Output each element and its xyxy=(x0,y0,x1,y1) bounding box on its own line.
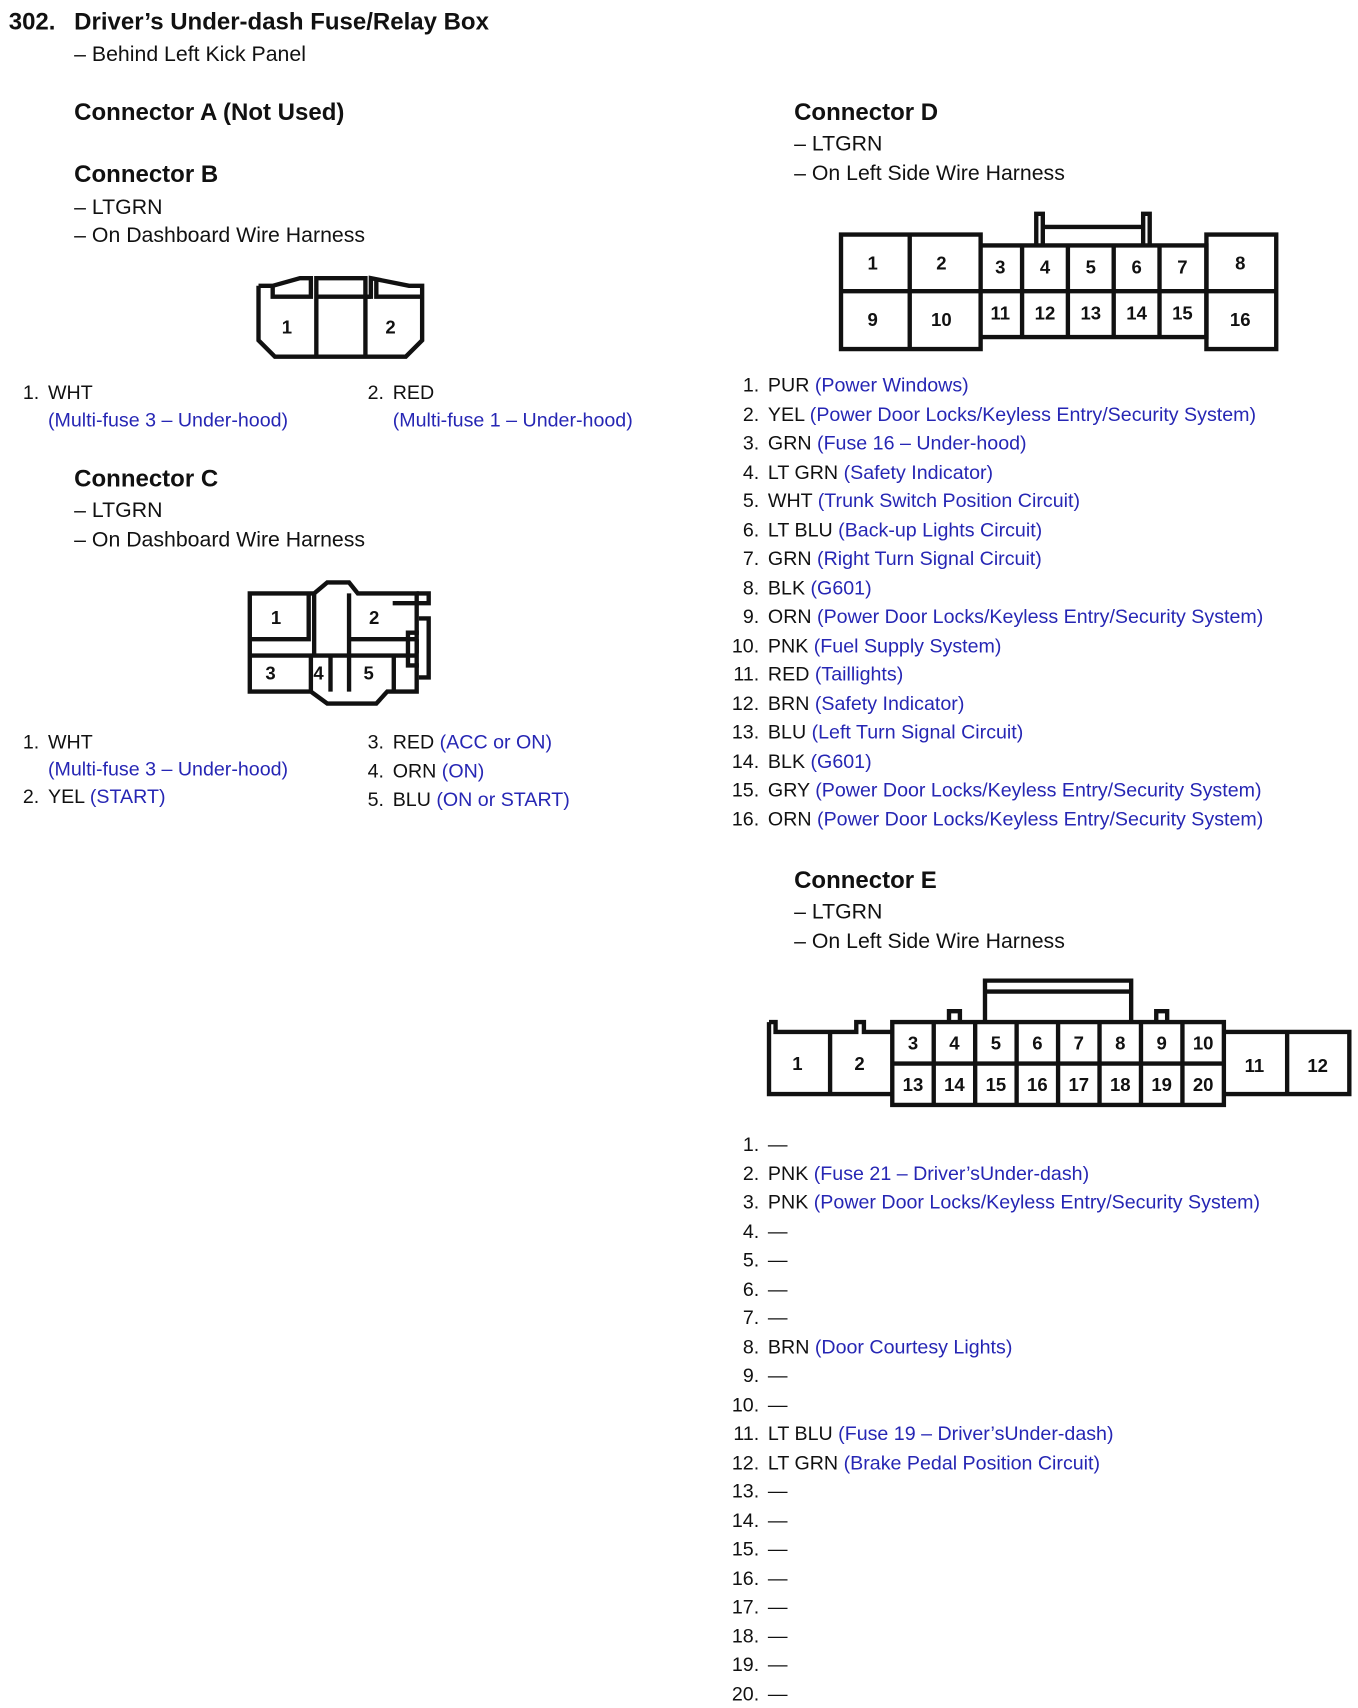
connector-d-diagram xyxy=(841,214,1276,349)
connector-c-color: – LTGRN xyxy=(74,498,163,523)
connector-e-pin-19-label: 19 xyxy=(1151,1073,1173,1095)
pin-number: 19. xyxy=(731,1653,760,1676)
pin-number: 7. xyxy=(742,547,760,570)
connector-b-color: – LTGRN xyxy=(74,195,163,220)
wire-color: — xyxy=(767,1480,788,1503)
pin-number: 8. xyxy=(742,1335,760,1358)
wire-color: LT BLU xyxy=(767,1422,833,1445)
pin-number: 9. xyxy=(742,1364,760,1387)
pin-number: 7. xyxy=(742,1306,760,1329)
wire-color: LT GRN xyxy=(767,460,839,483)
wire-color: BLK xyxy=(767,576,806,599)
wire-color: — xyxy=(767,1133,788,1156)
wire-color: BRN xyxy=(767,692,810,714)
connector-e-pin-1-label: 1 xyxy=(792,1053,803,1075)
connector-d-pin-7-label: 7 xyxy=(1177,256,1188,278)
pin-number: 12. xyxy=(731,1451,760,1474)
connector-d-pin-1-label: 1 xyxy=(867,252,878,274)
wire-color: RED xyxy=(392,381,435,404)
pin-number: 11. xyxy=(733,663,760,686)
connector-d-pin-6-label: 6 xyxy=(1131,256,1142,278)
circuit-description: (Power Door Locks/Keyless Entry/Security System) xyxy=(809,403,1257,425)
pin-number: 5. xyxy=(742,489,760,512)
wire-color: BLK xyxy=(767,749,806,772)
connector-e-pin-20-label: 20 xyxy=(1192,1073,1214,1095)
connector-e-pin-14-label: 14 xyxy=(944,1073,965,1095)
wire-color: LT BLU xyxy=(767,518,833,541)
connector-d-pin-16-label: 16 xyxy=(1229,309,1251,331)
pin-number: 1. xyxy=(742,1133,760,1156)
wire-color: RED xyxy=(392,730,435,753)
wire-color: — xyxy=(767,1595,788,1618)
connector-e-pin-10-label: 10 xyxy=(1192,1032,1214,1054)
connector-e-pin-6-label: 6 xyxy=(1032,1032,1043,1054)
connector-e-pin-12-label: 12 xyxy=(1307,1055,1328,1077)
pin-number: 17. xyxy=(731,1595,760,1618)
wire-color: BRN xyxy=(767,1335,810,1358)
wire-color: BLU xyxy=(392,788,431,811)
wire-color: BLU xyxy=(767,721,807,743)
wire-color: WHT xyxy=(47,730,93,753)
pin-number: 4. xyxy=(742,460,760,483)
connector-e-pin-13-label: 13 xyxy=(902,1073,924,1095)
location-text: – Behind Left Kick Panel xyxy=(74,42,306,67)
connector-e-pin-15-label: 15 xyxy=(985,1073,1007,1095)
pin-number: 18. xyxy=(731,1624,760,1647)
connector-d-pin-3-label: 3 xyxy=(995,256,1006,278)
wire-color: — xyxy=(767,1277,788,1300)
pin-number: 1. xyxy=(742,374,760,396)
pin-number: 11. xyxy=(733,1422,760,1445)
connector-c-pin-2-label: 2 xyxy=(368,606,380,628)
pin-number: 15. xyxy=(731,778,760,801)
pin-number: 9. xyxy=(742,605,760,628)
wire-color: — xyxy=(767,1566,788,1589)
connector-d-pin-8-label: 8 xyxy=(1235,252,1246,274)
pin-number: 1. xyxy=(22,730,40,753)
pin-number: 5. xyxy=(742,1248,760,1271)
pin-number: 20. xyxy=(731,1682,760,1705)
circuit-description: (Door Courtesy Lights) xyxy=(814,1335,1013,1358)
pin-number: 5. xyxy=(367,788,384,811)
wire-color: PNK xyxy=(767,1162,809,1185)
connector-c-pin-5-label: 5 xyxy=(363,662,374,684)
connector-e-diagram xyxy=(769,981,1349,1105)
connector-e-pin-16-label: 16 xyxy=(1027,1073,1048,1095)
pin-number: 15. xyxy=(731,1538,760,1560)
wire-color: — xyxy=(767,1624,788,1647)
pin-number: 4. xyxy=(367,760,384,783)
connector-c-title: Connector C xyxy=(74,464,219,492)
circuit-description: (Back-up Lights Circuit) xyxy=(838,518,1043,541)
connector-d-pin-2-label: 2 xyxy=(936,252,947,274)
wire-color: PNK xyxy=(767,634,809,657)
circuit-description: (Power Door Locks/Keyless Entry/Security System) xyxy=(815,778,1262,801)
circuit-description: (Safety Indicator) xyxy=(843,460,994,483)
page-title: Driver’s Under-dash Fuse/Relay Box xyxy=(74,7,489,35)
connector-d-pin-9-label: 9 xyxy=(867,309,878,331)
section-number: 302. xyxy=(8,7,56,35)
connector-e-pin-5-label: 5 xyxy=(990,1032,1002,1054)
circuit-description: (ON or START) xyxy=(436,788,570,811)
wire-color: LT GRN xyxy=(767,1451,839,1474)
wire-color: WHT xyxy=(47,381,93,404)
connector-d-pin-10-label: 10 xyxy=(931,309,952,331)
wire-color: GRN xyxy=(767,547,812,570)
pin-number: 12. xyxy=(731,692,760,714)
connector-d-pin-12-label: 12 xyxy=(1034,302,1056,324)
pin-number: 6. xyxy=(742,1277,760,1300)
connector-e-pin-3-label: 3 xyxy=(907,1032,919,1054)
circuit-description: (Multi-fuse 3 – Under-hood) xyxy=(47,408,289,431)
connector-d-pin-14-label: 14 xyxy=(1126,302,1147,324)
connector-b-title: Connector B xyxy=(74,160,219,188)
wire-color: — xyxy=(767,1682,788,1705)
connector-e-color: – LTGRN xyxy=(794,899,883,924)
connector-e-pin-2-label: 2 xyxy=(854,1053,865,1075)
circuit-description: (Fuse 21 – Driver’sUnder-dash) xyxy=(813,1162,1090,1185)
circuit-description: (Left Turn Signal Circuit) xyxy=(811,721,1024,743)
pin-number: 2. xyxy=(742,1162,760,1185)
circuit-description: (Multi-fuse 1 – Under-hood) xyxy=(392,408,633,431)
circuit-description: (Power Windows) xyxy=(814,374,969,396)
connector-b-location: – On Dashboard Wire Harness xyxy=(74,223,366,248)
circuit-description: (Brake Pedal Position Circuit) xyxy=(843,1451,1101,1474)
wire-color: YEL xyxy=(47,785,85,808)
circuit-description: (Power Door Locks/Keyless Entry/Security System) xyxy=(817,807,1264,830)
pin-number: 10. xyxy=(731,634,760,657)
circuit-description: (Multi-fuse 3 – Under-hood) xyxy=(47,757,289,780)
circuit-description: (Power Door Locks/Keyless Entry/Security System) xyxy=(817,605,1264,628)
connector-d-color: – LTGRN xyxy=(794,131,883,156)
connector-c-pin-3-label: 3 xyxy=(265,662,276,684)
pin-number: 3. xyxy=(742,431,760,454)
connector-e-title: Connector E xyxy=(794,866,937,894)
circuit-description: (Right Turn Signal Circuit) xyxy=(817,547,1042,570)
wire-color: RED xyxy=(767,663,810,686)
circuit-description: (G601) xyxy=(810,749,872,772)
connector-b-pin-2-label: 2 xyxy=(385,316,396,338)
connector-e-pin-7-label: 7 xyxy=(1073,1032,1084,1054)
wire-color: WHT xyxy=(767,489,813,512)
circuit-description: (Fuel Supply System) xyxy=(813,634,1002,657)
wire-color: GRN xyxy=(767,431,812,454)
connector-c-pin-1-label: 1 xyxy=(270,606,282,628)
circuit-description: (Fuse 16 – Under-hood) xyxy=(817,431,1027,454)
pin-number: 8. xyxy=(742,576,760,599)
connector-d-pin-11-label: 11 xyxy=(990,302,1011,324)
wire-color: ORN xyxy=(767,605,812,628)
wire-color: YEL xyxy=(767,403,805,425)
circuit-description: (Trunk Switch Position Circuit) xyxy=(817,489,1080,512)
circuit-description: (ACC or ON) xyxy=(439,730,552,753)
connector-d-pin-4-label: 4 xyxy=(1039,256,1051,278)
wire-color: — xyxy=(767,1393,788,1416)
pin-number: 3. xyxy=(742,1191,760,1213)
pin-number: 2. xyxy=(22,785,40,808)
wire-color: PUR xyxy=(767,374,810,396)
wire-color: — xyxy=(767,1509,788,1531)
wire-color: ORN xyxy=(767,807,812,830)
pin-number: 14. xyxy=(731,749,760,772)
connector-d-pin-15-label: 15 xyxy=(1172,302,1193,324)
pin-number: 13. xyxy=(731,721,760,743)
connector-c-diagram xyxy=(250,582,429,703)
circuit-description: (G601) xyxy=(810,576,872,599)
wire-color: — xyxy=(767,1220,788,1242)
pin-number: 2. xyxy=(742,403,760,425)
pin-number: 4. xyxy=(742,1220,760,1242)
connector-e-pin-11-label: 11 xyxy=(1244,1055,1265,1077)
circuit-description: (ON) xyxy=(441,760,485,783)
wire-color: GRY xyxy=(767,778,810,801)
circuit-description: (Taillights) xyxy=(814,663,904,686)
pin-number: 14. xyxy=(731,1509,760,1531)
connector-d-title: Connector D xyxy=(794,98,939,126)
circuit-description: (Fuse 19 – Driver’sUnder-dash) xyxy=(838,1422,1114,1445)
pin-number: 16. xyxy=(731,1566,760,1589)
wire-color: — xyxy=(767,1248,788,1271)
pin-number: 2. xyxy=(367,381,384,404)
pin-number: 1. xyxy=(22,381,40,404)
pin-number: 10. xyxy=(731,1393,760,1416)
wire-color: — xyxy=(767,1306,788,1329)
connector-e-pin-8-label: 8 xyxy=(1115,1032,1126,1054)
connector-e-pin-18-label: 18 xyxy=(1109,1073,1131,1095)
connector-c-pin-4-label: 4 xyxy=(313,662,324,684)
connector-d-pin-13-label: 13 xyxy=(1080,302,1102,324)
connector-a-title: Connector A (Not Used) xyxy=(74,98,345,126)
circuit-description: (START) xyxy=(89,785,166,808)
circuit-description: (Safety Indicator) xyxy=(814,692,965,714)
wire-color: ORN xyxy=(392,760,437,783)
connector-e-pin-17-label: 17 xyxy=(1068,1073,1090,1095)
connector-d-pin-5-label: 5 xyxy=(1085,256,1096,278)
circuit-description: (Power Door Locks/Keyless Entry/Security System) xyxy=(813,1191,1261,1213)
connector-c-location: – On Dashboard Wire Harness xyxy=(74,527,366,552)
connector-e-pin-4-label: 4 xyxy=(949,1032,960,1054)
pin-number: 13. xyxy=(731,1480,760,1503)
wire-color: PNK xyxy=(767,1191,809,1213)
connector-e-pin-9-label: 9 xyxy=(1156,1032,1167,1054)
pin-number: 6. xyxy=(742,518,760,541)
wire-color: — xyxy=(767,1653,788,1676)
connector-d-location: – On Left Side Wire Harness xyxy=(794,161,1065,186)
pin-number: 16. xyxy=(731,807,760,830)
pin-number: 3. xyxy=(367,730,384,753)
connector-e-location: – On Left Side Wire Harness xyxy=(794,929,1065,954)
wire-color: — xyxy=(767,1364,788,1387)
wire-color: — xyxy=(767,1538,788,1560)
connector-b-pin-1-label: 1 xyxy=(281,316,293,338)
